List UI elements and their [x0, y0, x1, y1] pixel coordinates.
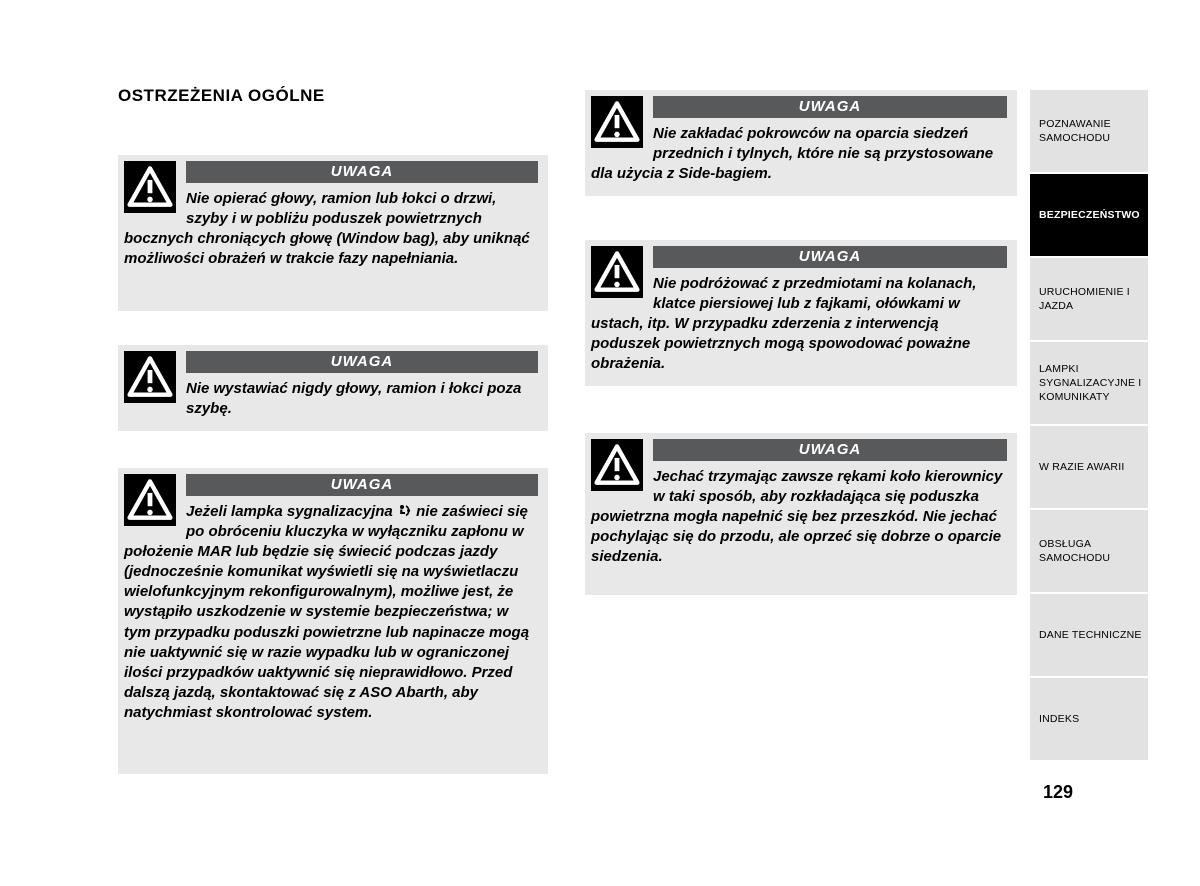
warning-header: UWAGA	[186, 161, 538, 183]
warning-box	[585, 240, 1017, 386]
warning-text: Nie opierać głowy, ramion lub łokci o drzwi, szyby i w pobliżu poduszek powietrznych bocznych chroniących głowę (Window bag), aby uniknąć możliwości obrażeń w trakcie fazy napełniania.	[124, 190, 530, 268]
sidebar-item-label: LAMPKI SYGNALIZACYJNE I KOMUNIKATY	[1039, 362, 1142, 404]
airbag-warning-lamp-icon	[397, 503, 412, 516]
warning-triangle-icon	[591, 96, 643, 148]
sidebar-item-obsluga-samochodu	[1030, 510, 1148, 592]
sidebar-item-label: OBSŁUGA SAMOCHODU	[1039, 537, 1111, 564]
warning-text: Nie podróżować z przedmiotami na kolanach, klatce piersiowej lub z fajkami, ołówkami w ustach, itp. W przypadku zderzenia z interwencją poduszek powietrznych mogą spowodować poważne obrażenia.	[591, 275, 977, 373]
sidebar-item-w-razie-awarii	[1030, 426, 1148, 508]
warning-triangle-icon	[124, 351, 176, 403]
warning-box	[118, 345, 548, 431]
warning-triangle-icon	[124, 161, 176, 213]
warning-box	[118, 155, 548, 311]
warning-text	[124, 502, 538, 723]
sidebar-item-label: URUCHOMIENIE I JAZDA	[1039, 285, 1130, 312]
warning-header: UWAGA	[186, 474, 538, 496]
sidebar-item-label: DANE TECHNICZNE	[1039, 628, 1142, 641]
sidebar-item-label: POZNAWANIE SAMOCHODU	[1039, 117, 1111, 144]
warning-box	[585, 433, 1017, 595]
sidebar-item-dane-techniczne	[1030, 594, 1148, 676]
sidebar-item-label: BEZPIECZEŃSTWO	[1039, 208, 1140, 221]
warning-header: UWAGA	[186, 351, 538, 373]
sidebar-item-uruchomienie-i-jazda	[1030, 258, 1148, 340]
warning-header: UWAGA	[653, 439, 1007, 461]
warning-text: Nie zakładać pokrowców na oparcia siedzeń przednich i tylnych, które nie są przystosowane dla użycia z Side-bagiem.	[591, 125, 994, 183]
warning-box	[585, 90, 1017, 196]
warning-text-segment: nie zaświeci się po obróceniu kluczyka w wyłączniku zapłonu w położenie MAR lub będzie się świecić podczas jazdy (jednocześnie komunikat wyświetli się na wyświetlaczu wielofunkcyjnym rekonfigurowalnym), możliwe jest, że wystąpiło uszkodzenie w systemie bezpieczeństwa; w tym przypadku poduszki powietrzne lub napinacze mogą nie uaktywnić się w razie wypadku lub w ograniczonej ilości przypadków uaktywnić się nieprawidłowo. Przed dalszą jazdą, skontaktować się z ASO Abarth, aby natychmiast skontrolować system.	[124, 503, 530, 721]
warning-text: Jechać trzymając zawsze rękami koło kierownicy w taki sposób, aby rozkładająca się poduszka powietrzna mogła napełnić się bez przeszkód. Nie jechać pochylając się do przodu, ale oprzeć się dobrze o oparcie siedzenia.	[591, 468, 1003, 566]
page-title: OSTRZEŻENIA OGÓLNE	[118, 86, 325, 105]
page-number: 129	[1043, 782, 1074, 802]
warning-box	[118, 468, 548, 774]
warning-triangle-icon	[124, 474, 176, 526]
warning-triangle-icon	[591, 246, 643, 298]
sidebar-item-label: INDEKS	[1039, 712, 1080, 725]
sidebar-item-poznawanie-samochodu	[1030, 90, 1148, 172]
warning-text-segment: Jeżeli lampka sygnalizacyjna	[186, 503, 393, 520]
sidebar-item-bezpieczenstwo	[1030, 174, 1148, 256]
warning-triangle-icon	[591, 439, 643, 491]
sidebar-item-indeks	[1030, 678, 1148, 760]
warning-header: UWAGA	[653, 96, 1007, 118]
section-tab-index	[1030, 90, 1148, 760]
sidebar-item-lampki-sygnalizacyjne	[1030, 342, 1148, 424]
warning-header: UWAGA	[653, 246, 1007, 268]
sidebar-item-label: W RAZIE AWARII	[1039, 460, 1125, 473]
warning-text: Nie wystawiać nigdy głowy, ramion i łokci poza szybę.	[186, 380, 522, 418]
